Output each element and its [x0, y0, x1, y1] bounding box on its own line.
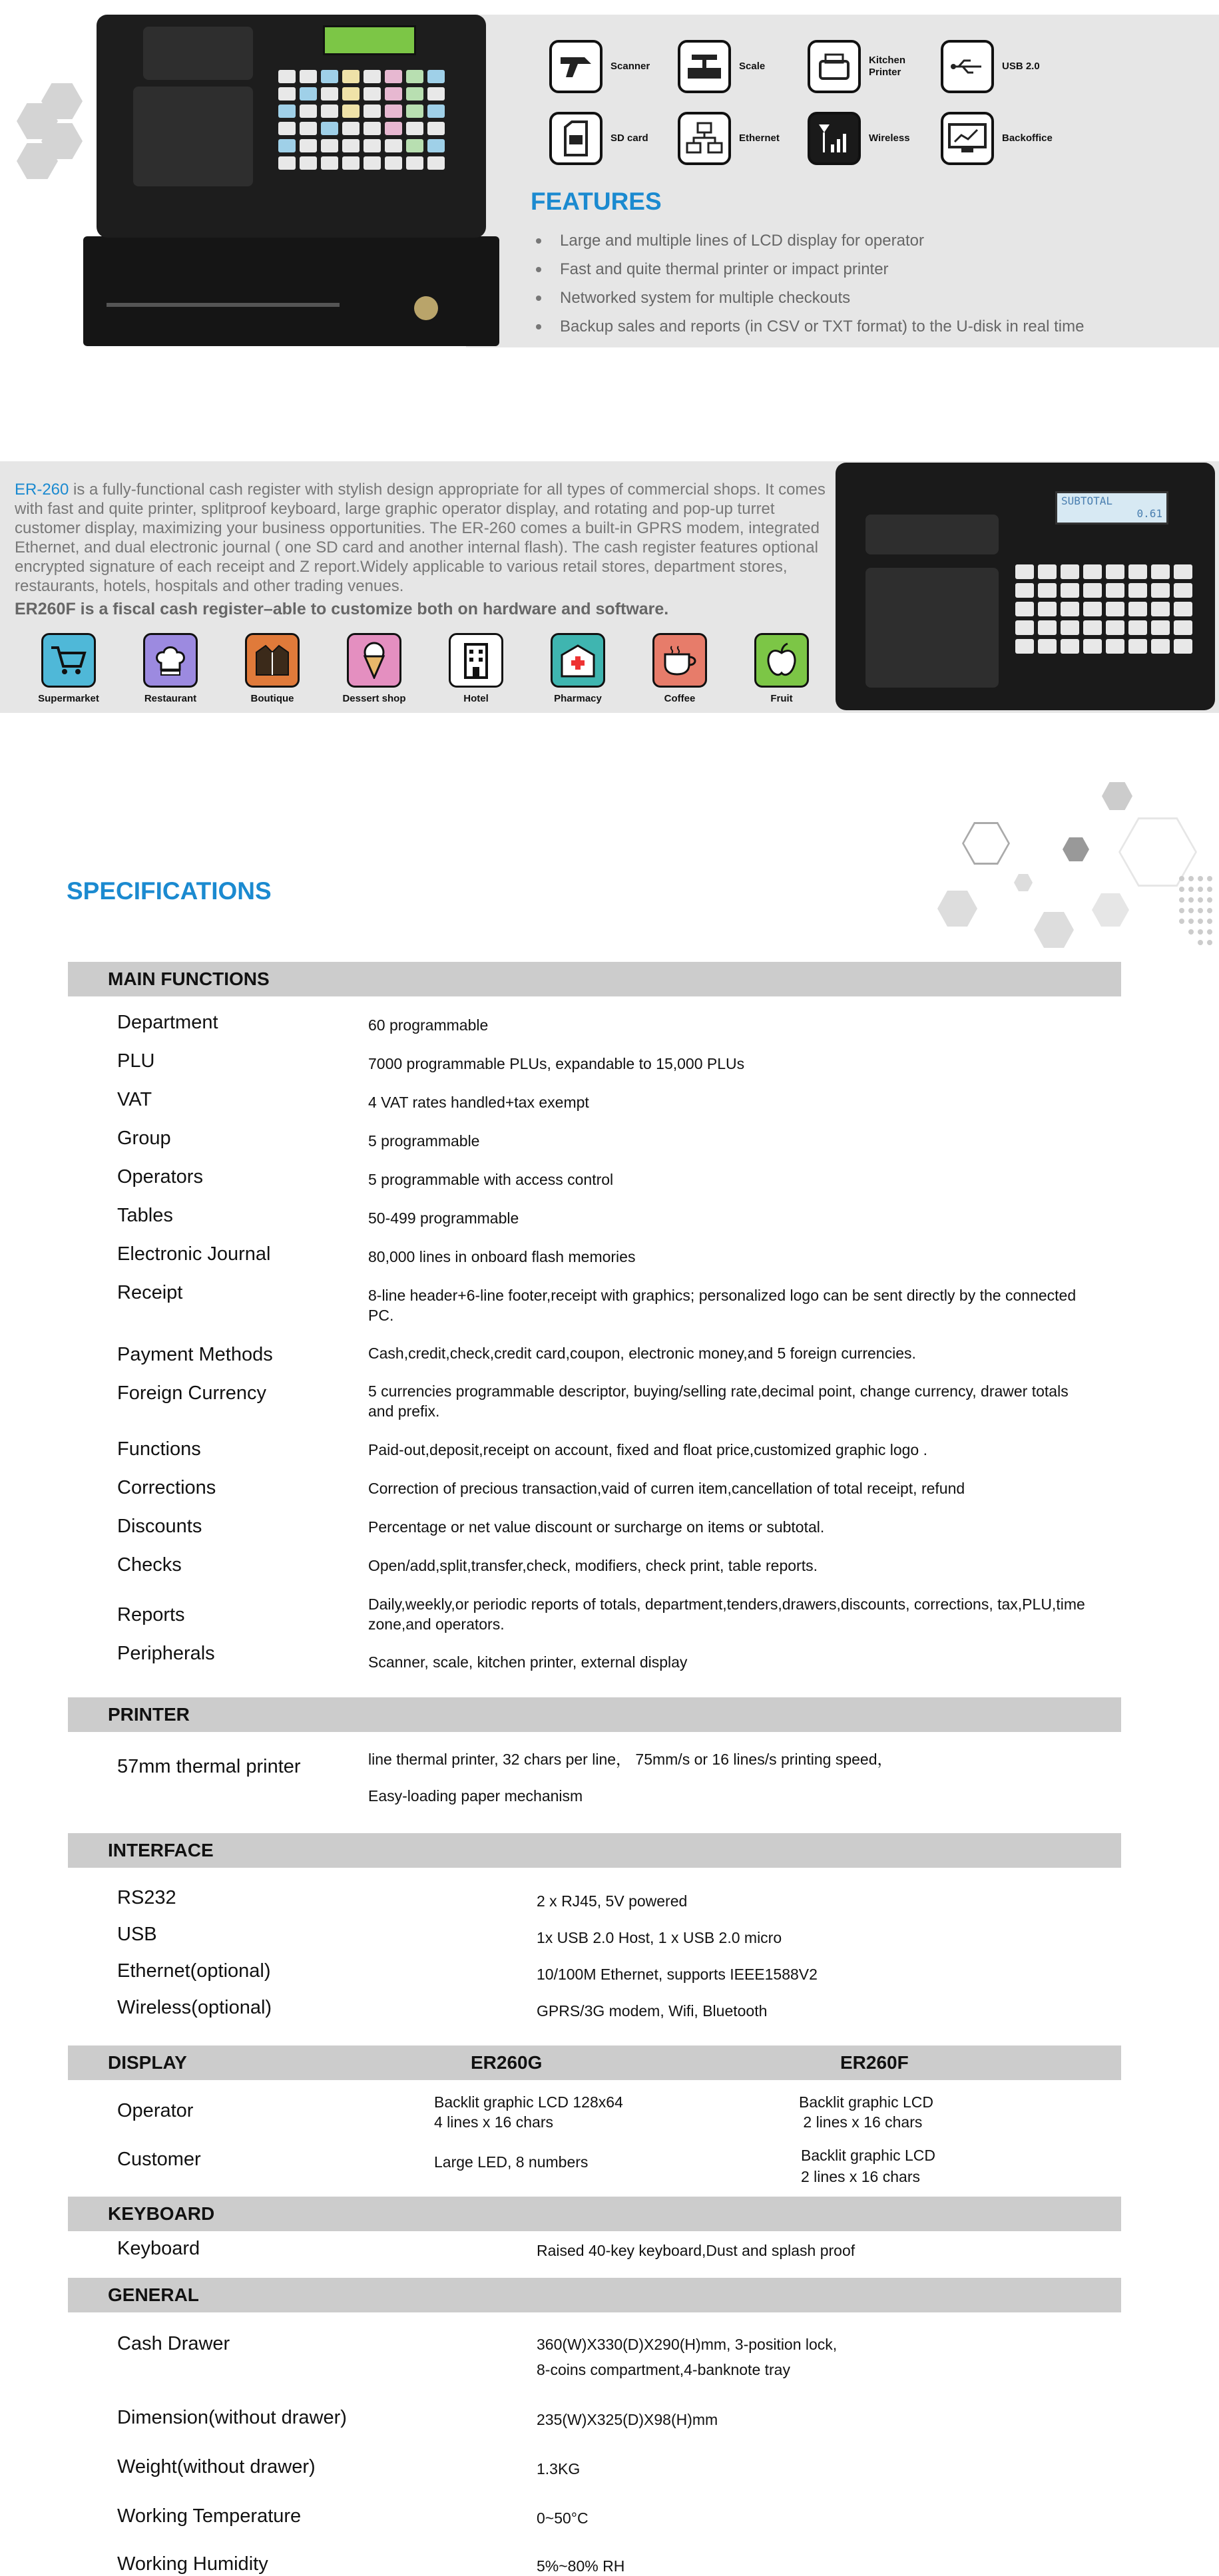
spec-value: 50-499 programmable	[368, 1209, 519, 1227]
description-banner	[0, 461, 1219, 713]
section-title: DISPLAY	[108, 2052, 187, 2073]
decorative-hexagon	[937, 891, 977, 927]
spec-value: 60 programmable	[368, 1016, 489, 1034]
chef-hat-icon	[143, 633, 198, 688]
icon-item-backoffice	[941, 112, 1053, 165]
usb-icon	[941, 40, 994, 93]
section-header-main-functions	[68, 962, 1121, 996]
ice-cream-icon	[347, 633, 401, 688]
drawer-lock-icon	[414, 296, 438, 320]
section-header-keyboard	[68, 2197, 1121, 2231]
description-text: is a fully-functional cash register with stylish design appropriate for all types of commercial shops. It comes with fast and quite printer, splitproof keyboard, large graphic operator display, and rotating and pop-up turret customer display, maximizing your business opportunities. The ER-260 comes a built-in GPRS modem, integrated Ethernet, and dual electronic journal ( one SD card and another internal flash). The cash register features optional encrypted signature of each receipt and Z report.Widely applicable to various retail stores, department stores, restaurants, hotels, hospitals and other trading venues.	[15, 481, 826, 595]
spec-value: 5 programmable	[368, 1132, 480, 1150]
spec-value: 5%~80% RH	[537, 2557, 625, 2575]
spec-value: Daily,weekly,or periodic reports of totals, department,tenders,drawers,discounts, corrections, tax,PLU,time zone,and operators.	[368, 1596, 1085, 1633]
spec-value: 4 lines x 16 chars	[434, 2113, 553, 2131]
spec-value: 10/100M Ethernet, supports IEEE1588V2	[537, 1966, 818, 1983]
customer-display	[1055, 491, 1168, 525]
drawer-slot	[107, 303, 340, 307]
spec-value: 5 programmable with access control	[368, 1171, 614, 1188]
shop-label: Supermarket	[38, 693, 99, 704]
shop-label: Pharmacy	[554, 693, 602, 704]
spec-value: line thermal printer, 32 chars per line， 75mm/s or 16 lines/s printing speed，	[368, 1751, 893, 1768]
jacket-icon	[245, 633, 300, 688]
icon-item-ethernet	[678, 112, 780, 165]
display-line-1: SUBTOTAL	[1061, 495, 1113, 507]
spec-label: Operators	[117, 1166, 203, 1187]
section-title: INTERFACE	[108, 1840, 214, 1860]
spec-value: Easy-loading paper mechanism	[368, 1787, 583, 1805]
spec-label: Working Humidity	[117, 2553, 268, 2575]
shop-item-dessert-shop	[334, 633, 414, 704]
icon-item-kitchen-printer	[808, 40, 905, 93]
spec-label: RS232	[117, 1887, 176, 1908]
pharmacy-icon	[551, 633, 605, 688]
icon-item-usb	[941, 40, 1040, 93]
product-description	[15, 480, 844, 596]
spec-label: Cash Drawer	[117, 2333, 230, 2354]
spec-value: GPRS/3G modem, Wifi, Bluetooth	[537, 2002, 768, 2020]
printer-cover	[143, 27, 253, 80]
spec-value: 80,000 lines in onboard flash memories	[368, 1248, 636, 1265]
spec-value: Scanner, scale, kitchen printer, external display	[368, 1653, 688, 1671]
section-header-printer	[68, 1697, 1121, 1732]
spec-value: Backlit graphic LCD 128x64	[434, 2093, 623, 2111]
decorative-hexagon	[1063, 837, 1089, 861]
shopping-cart-icon	[41, 633, 96, 688]
decorative-hexagon	[962, 822, 1010, 865]
icon-label: Scanner	[610, 61, 650, 72]
shop-label: Restaurant	[144, 693, 197, 704]
spec-value: Backlit graphic LCD	[801, 2147, 935, 2164]
list-item: Backup sales and reports (in CSV or TXT format) to the U-disk in real time	[536, 312, 1084, 341]
decorative-hexagon	[1034, 912, 1074, 948]
spec-label: Peripherals	[117, 1643, 215, 1664]
spec-label: 57mm thermal printer	[117, 1756, 301, 1777]
spec-value: 8-line header+6-line footer,receipt with graphics; personalized logo can be sent directly by the connected PC.	[368, 1287, 1077, 1324]
sd-card-icon	[549, 112, 603, 165]
spec-label: Discounts	[117, 1516, 202, 1537]
spec-value: 1x USB 2.0 Host, 1 x USB 2.0 micro	[537, 1929, 782, 1946]
coffee-cup-icon	[652, 633, 707, 688]
keypad	[278, 70, 445, 170]
icon-label: SD card	[610, 132, 648, 144]
spec-value: Percentage or net value discount or surcharge on items or subtotal.	[368, 1518, 825, 1536]
spec-value: Correction of precious transaction,vaid of curren item,cancellation of total receipt, refund	[368, 1480, 965, 1497]
shop-label: Dessert shop	[342, 693, 406, 704]
shop-item-hotel	[436, 633, 516, 704]
cash-drawer-shape	[83, 236, 499, 346]
shop-item-pharmacy	[538, 633, 618, 704]
spec-label: Department	[117, 1012, 218, 1033]
section-title: PRINTER	[108, 1704, 190, 1725]
section-header-display	[68, 2045, 1121, 2080]
keypad	[1015, 564, 1192, 654]
icon-label: Wireless	[869, 132, 910, 144]
spec-value: Cash,credit,check,credit card,coupon, electronic money,and 5 foreign currencies.	[368, 1345, 916, 1362]
shop-item-boutique	[232, 633, 312, 704]
list-item: Large and multiple lines of LCD display for operator	[536, 226, 1084, 255]
spec-label: Dimension(without drawer)	[117, 2407, 347, 2428]
icon-label: Backoffice	[1002, 132, 1053, 144]
scale-icon	[678, 40, 731, 93]
fiscal-note: ER260F is a fiscal cash register–able to customize both on hardware and software.	[15, 600, 669, 618]
lcd-display	[323, 25, 416, 55]
spec-label: Operator	[117, 2100, 194, 2121]
shop-label: Fruit	[770, 693, 793, 704]
spec-label: Keyboard	[117, 2238, 200, 2259]
spec-value: 7000 programmable PLUs, expandable to 15,000 PLUs	[368, 1055, 745, 1072]
spec-label: Foreign Currency	[117, 1383, 267, 1404]
specifications-title: SPECIFICATIONS	[67, 877, 272, 905]
spec-value: 235(W)X325(D)X98(H)mm	[537, 2411, 718, 2428]
spec-value: Raised 40-key keyboard,Dust and splash proof	[537, 2242, 855, 2259]
model-name: ER-260	[15, 481, 69, 499]
spec-label: Electronic Journal	[117, 1243, 271, 1265]
shop-item-supermarket	[29, 633, 109, 704]
section-title: KEYBOARD	[108, 2203, 215, 2224]
spec-label: VAT	[117, 1089, 152, 1110]
spec-label: Tables	[117, 1205, 173, 1226]
icon-label: Scale	[739, 61, 766, 72]
spec-value: Paid-out,deposit,receipt on account, fixed and float price,customized graphic logo .	[368, 1441, 927, 1458]
section-title: MAIN FUNCTIONS	[108, 968, 270, 989]
spec-label: Corrections	[117, 1477, 216, 1498]
section-title: GENERAL	[108, 2284, 199, 2305]
spec-label: Working Temperature	[117, 2505, 302, 2527]
section-header-interface	[68, 1833, 1121, 1868]
shop-item-fruit	[742, 633, 822, 704]
list-item: Fast and quite thermal printer or impact printer	[536, 255, 1084, 284]
section-header-general	[68, 2278, 1121, 2312]
spec-label: Weight(without drawer)	[117, 2456, 316, 2477]
shop-label: Coffee	[664, 693, 696, 704]
spec-label: Wireless(optional)	[117, 1997, 272, 2018]
icon-item-scale	[678, 40, 765, 93]
backoffice-icon	[941, 112, 994, 165]
spec-value: 360(W)X330(D)X290(H)mm, 3-position lock,	[537, 2336, 838, 2353]
shop-label: Hotel	[463, 693, 489, 704]
spec-label: USB	[117, 1924, 157, 1945]
ethernet-icon	[678, 112, 731, 165]
decorative-hexagon	[1092, 893, 1129, 927]
kitchen-printer-icon	[808, 40, 861, 93]
spec-label: Checks	[117, 1554, 182, 1576]
barcode-scanner-icon	[549, 40, 603, 93]
spec-value: 2 lines x 16 chars	[801, 2168, 920, 2185]
spec-label: Payment Methods	[117, 1344, 273, 1365]
icon-item-sd-card	[549, 112, 648, 165]
display-line-2: 0.61	[1136, 507, 1162, 520]
decorative-dot-pattern	[1175, 872, 1215, 959]
features-list	[536, 226, 1084, 341]
spec-value: 1.3KG	[537, 2460, 581, 2477]
spec-label: Group	[117, 1128, 171, 1149]
spec-value: 8-coins compartment,4-banknote tray	[537, 2361, 790, 2378]
spec-value: Open/add,split,transfer,check, modifiers, check print, table reports.	[368, 1557, 818, 1574]
spec-label: Ethernet(optional)	[117, 1960, 271, 1982]
paper-compartment	[865, 568, 999, 688]
spec-label: Customer	[117, 2149, 201, 2170]
wireless-icon	[808, 112, 861, 165]
shop-item-restaurant	[130, 633, 210, 704]
spec-label: Functions	[117, 1438, 201, 1460]
spec-value: Large LED, 8 numbers	[434, 2153, 589, 2171]
top-banner	[0, 0, 1219, 349]
spec-value: 2 x RJ45, 5V powered	[537, 1892, 688, 1910]
column-header-er260g: ER260G	[471, 2052, 543, 2073]
icon-label: Ethernet	[739, 132, 780, 144]
decorative-hexagon	[1014, 874, 1033, 891]
decorative-hexagon	[1102, 782, 1132, 810]
icon-item-wireless	[808, 112, 910, 165]
shop-item-coffee	[640, 633, 720, 704]
paper-compartment	[133, 87, 253, 186]
spec-value: 2 lines x 16 chars	[799, 2113, 923, 2131]
spec-value: 5 currencies programmable descriptor, buying/selling rate,decimal point, change currency, drawer totals and prefix.	[368, 1383, 1069, 1420]
spec-label: Reports	[117, 1604, 185, 1625]
shop-label: Boutique	[250, 693, 294, 704]
spec-label: PLU	[117, 1050, 155, 1072]
spec-label: Receipt	[117, 1282, 183, 1303]
apple-icon	[754, 633, 809, 688]
spec-value: 4 VAT rates handled+tax exempt	[368, 1094, 589, 1111]
list-item: Networked system for multiple checkouts	[536, 284, 1084, 312]
spec-value: Backlit graphic LCD	[799, 2093, 933, 2111]
spec-value: 0~50°C	[537, 2509, 589, 2527]
printer-cover	[865, 515, 999, 554]
features-title: FEATURES	[531, 188, 662, 215]
icon-item-scanner	[549, 40, 650, 93]
column-header-er260f: ER260F	[840, 2052, 909, 2073]
icon-label: Kitchen Printer	[869, 55, 906, 78]
hotel-icon	[449, 633, 503, 688]
icon-label: USB 2.0	[1002, 61, 1040, 72]
